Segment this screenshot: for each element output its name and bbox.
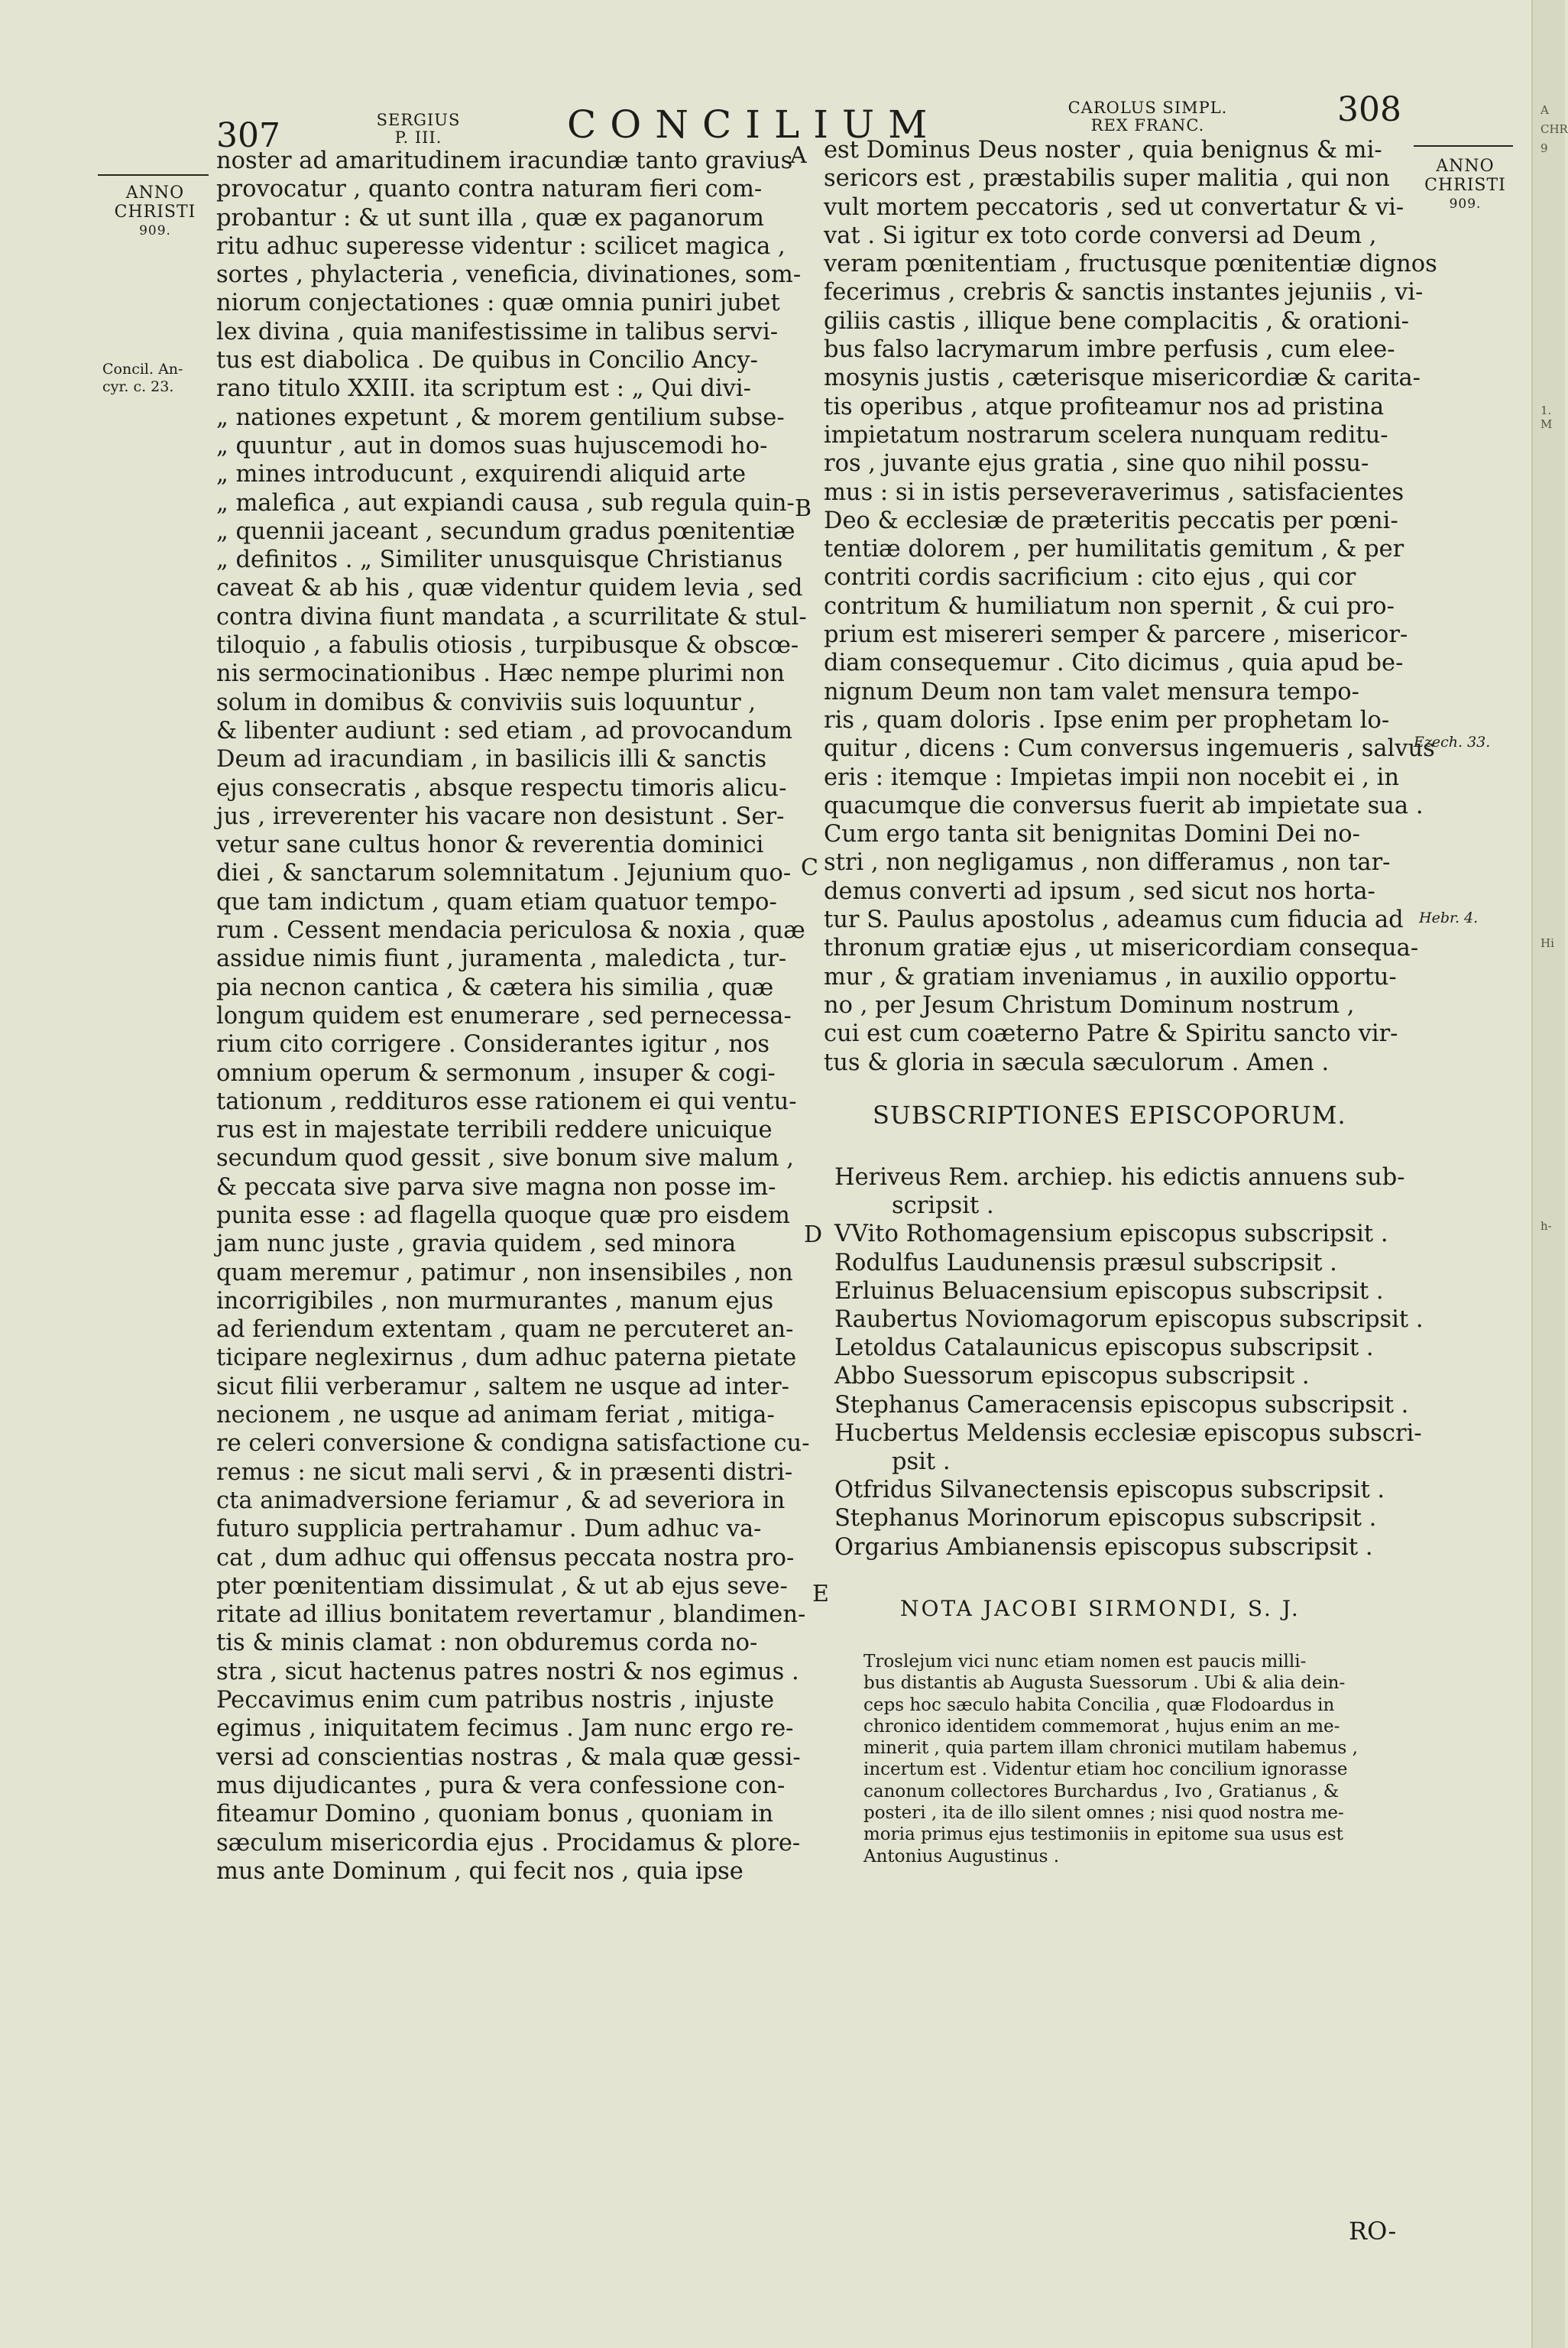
text-line: mus dijudicantes , pura & vera confessione con- bbox=[216, 1772, 786, 1799]
text-line: futuro supplicia pertrahamur . Dum adhuc va- bbox=[216, 1516, 762, 1543]
text-line: bus falso lacrymarum imbre perfusis , cum elee- bbox=[824, 336, 1395, 364]
text-line: longum quidem est enumerare , sed pernecessa- bbox=[216, 1002, 792, 1030]
margin-ref-hebr: Hebr. 4. bbox=[1419, 910, 1479, 926]
text-line: incertum est . Videntur etiam hoc concilium ignorasse bbox=[863, 1759, 1348, 1780]
text-line: ros , juvante ejus gratia , sine quo nihil possu- bbox=[824, 450, 1369, 478]
text-line: vult mortem peccatoris , sed ut convertatur & vi- bbox=[824, 193, 1404, 221]
anno-line: ANNO bbox=[125, 183, 185, 203]
adjacent-page-edge bbox=[1531, 0, 1568, 2348]
section-letter-e: E bbox=[812, 1581, 829, 1607]
text-line: tus est diabolica . De quibus in Concilio Ancy- bbox=[216, 347, 758, 375]
text-line: contra divina fiunt mandata , a scurrilitate & stul- bbox=[216, 603, 807, 631]
text-line: mus : si in istis perseveraverimus , satisfacientes bbox=[824, 478, 1404, 506]
text-line: est Dominus Deus noster , quia benignus & mi- bbox=[824, 137, 1382, 164]
text-line: noster ad amaritudinem iracundiæ tanto gravius bbox=[216, 148, 793, 174]
text-line: posteri , ita de illo silent omnes ; nisi quod nostra me- bbox=[863, 1803, 1344, 1824]
text-line: vetur sane cultus honor & reverentia dominici bbox=[216, 832, 764, 859]
running-head-line: SERGIUS bbox=[376, 111, 461, 129]
subscriptions-heading: SUBSCRIPTIONES EPISCOPORUM. bbox=[873, 1101, 1346, 1130]
text-line: ritate ad illius bonitatem revertamur , blandimen- bbox=[216, 1601, 806, 1629]
text-line: stri , non negligamus , non differamus , non tar- bbox=[824, 849, 1391, 877]
text-line: psit . bbox=[892, 1448, 951, 1476]
anno-line: ANNO bbox=[1436, 157, 1495, 176]
left-column-text bbox=[216, 147, 811, 1886]
text-line: rus est in majestate terribili reddere unicuique bbox=[216, 1117, 773, 1144]
text-line: ad feriendum extentam , quam ne percuteret an- bbox=[216, 1316, 794, 1344]
text-line: vat . Si igitur ex toto corde conversi ad Deum , bbox=[824, 222, 1377, 249]
text-line: Heriveus Rem. archiep. his edictis annuens sub- bbox=[834, 1164, 1405, 1191]
text-line: que tam indictum , quam etiam quatuor tempo- bbox=[216, 888, 777, 916]
text-line: jam nunc juste , gravia quidem , sed minora bbox=[216, 1231, 737, 1258]
text-line: re celeri conversione & condigna satisfactione cu- bbox=[216, 1430, 810, 1458]
text-line: & libenter audiunt : sed etiam , ad provocandum bbox=[216, 717, 793, 744]
text-line: Cum ergo tanta sit benignitas Domini Dei no- bbox=[824, 821, 1360, 848]
text-line: cat , dum adhuc qui offensus peccata nostra pro- bbox=[216, 1544, 795, 1571]
edge-fragment: 9 bbox=[1540, 141, 1548, 155]
edge-fragment: Hi bbox=[1540, 936, 1554, 950]
text-line: no , per Jesum Christum Dominum nostrum , bbox=[824, 991, 1355, 1019]
text-line: quacumque die conversus fuerit ab impietate sua . bbox=[824, 792, 1424, 819]
text-line: Troslejum vici nunc etiam nomen est paucis milli- bbox=[863, 1652, 1307, 1672]
text-line: impietatum nostrarum scelera nunquam reditu- bbox=[824, 421, 1388, 449]
text-line: VVito Rothomagensium episcopus subscripsit . bbox=[834, 1221, 1388, 1248]
text-line: giliis castis , illique bene complacitis , & orationi- bbox=[824, 307, 1409, 335]
text-line: fecerimus , crebris & sanctis instantes jejuniis , vi- bbox=[824, 279, 1424, 306]
edge-fragment: 1. M bbox=[1540, 404, 1553, 431]
catchword: RO- bbox=[1349, 2217, 1397, 2246]
text-line: Orgarius Ambianensis episcopus subscripsit . bbox=[834, 1533, 1373, 1561]
text-line: ritu adhuc superesse videntur : scilicet magica , bbox=[216, 232, 786, 260]
text-line: versi ad conscientias nostras , & mala quæ gessi- bbox=[216, 1743, 801, 1771]
text-line: Erluinus Beluacensium episcopus subscripsit . bbox=[834, 1277, 1384, 1305]
text-line: mosynis justis , cæterisque misericordiæ & carita- bbox=[824, 365, 1421, 392]
margin-ref-ancyra bbox=[102, 361, 183, 396]
anno-year: 909. bbox=[1449, 196, 1482, 212]
text-line: cui est cum coæterno Patre & Spiritu sancto vir- bbox=[824, 1020, 1398, 1048]
text-line: thronum gratiæ ejus , ut misericordiam consequa- bbox=[824, 935, 1419, 962]
text-line: diei , & sanctarum solemnitatum . Jejunium quo- bbox=[216, 860, 792, 887]
text-line: tentiæ dolorem , per humilitatis gemitum , & per bbox=[824, 536, 1404, 563]
text-line: caveat & ab his , quæ videntur quidem levia , sed bbox=[216, 575, 803, 602]
nota-heading: NOTA JACOBI SIRMONDI, S. J. bbox=[900, 1596, 1301, 1621]
text-line: secundum quod gessit , sive bonum sive malum , bbox=[216, 1145, 794, 1172]
text-line: contritum & humiliatum non spernit , & cui pro- bbox=[824, 592, 1395, 620]
text-line: tationum , reddituros esse rationem ei qui ventu- bbox=[216, 1088, 797, 1115]
text-line: canonum collectores Burchardus , Ivo , Gratianus , & bbox=[863, 1781, 1340, 1802]
text-line: scripsit . bbox=[892, 1192, 994, 1220]
text-line: sicut filii verberamur , saltem ne usque ad inter- bbox=[216, 1373, 789, 1400]
text-line: tus & gloria in sæcula sæculorum . Amen . bbox=[824, 1049, 1330, 1076]
text-line: tiloquio , a fabulis otiosis , turpibusque & obscœ- bbox=[216, 632, 799, 660]
text-line: pter pœnitentiam dissimulat , & ut ab ejus seve- bbox=[216, 1572, 788, 1600]
text-line: bus distantis ab Augusta Suessorum . Ubi & alia dein- bbox=[863, 1673, 1346, 1694]
left-page-number: 307 bbox=[216, 116, 280, 155]
right-column-text bbox=[824, 136, 1437, 1077]
text-line: ticipare neglexirnus , dum adhuc paterna pietate bbox=[216, 1344, 797, 1372]
text-line: Otfridus Silvanectensis episcopus subscripsit . bbox=[834, 1477, 1385, 1504]
text-line: rum . Cessent mendacia periculosa & noxia , quæ bbox=[216, 917, 805, 945]
text-line: eris : itemque : Impietas impii non nocebit ei , in bbox=[824, 764, 1400, 791]
ref-line: Concil. An- bbox=[102, 361, 183, 378]
running-head-line: CAROLUS SIMPL. bbox=[1067, 99, 1228, 117]
text-line: ejus consecratis , absque respectu timoris alicu- bbox=[216, 774, 787, 802]
margin-anno-right bbox=[1417, 157, 1513, 214]
text-line: fiteamur Domino , quoniam bonus , quoniam in bbox=[216, 1801, 774, 1828]
text-line: „ quuntur , aut in domos suas hujuscemodi ho- bbox=[216, 432, 768, 459]
section-letter-c: C bbox=[801, 855, 818, 881]
text-line: tis & minis clamat : non obduremus corda no- bbox=[216, 1630, 758, 1657]
text-line: veram pœnitentiam , fructusque pœnitentiæ dignos bbox=[824, 251, 1437, 278]
text-line: nignum Deum non tam valet mensura tempo- bbox=[824, 678, 1359, 705]
text-line: nis sermocinationibus . Hæc nempe plurimi non bbox=[216, 660, 785, 688]
text-line: egimus , iniquitatem fecimus . Jam nunc ergo re- bbox=[216, 1715, 794, 1743]
running-head-line: P. III. bbox=[394, 128, 442, 147]
text-line: ris , quam doloris . Ipse enim per prophetam lo- bbox=[824, 706, 1390, 734]
text-line: probantur : & ut sunt illa , quæ ex paganorum bbox=[216, 204, 764, 232]
right-running-head bbox=[1048, 99, 1247, 135]
text-line: & peccata sive parva sive magna non posse im- bbox=[216, 1173, 776, 1201]
section-letter-d: D bbox=[804, 1221, 823, 1248]
text-line: sericors est , præstabilis super malitia , qui non bbox=[824, 165, 1390, 193]
edge-fragment: h- bbox=[1540, 1219, 1552, 1233]
text-line: Stephanus Morinorum episcopus subscripsit . bbox=[834, 1505, 1377, 1532]
text-line: omnium operum & sermonum , insuper & cogi- bbox=[216, 1059, 776, 1087]
subscriptions-list bbox=[834, 1163, 1424, 1562]
text-line: lex divina , quia manifestissime in talibus servi- bbox=[216, 318, 779, 345]
text-line: Letoldus Catalaunicus episcopus subscripsit . bbox=[834, 1335, 1374, 1362]
text-line: incorrigibiles , non murmurantes , manum ejus bbox=[216, 1287, 774, 1315]
text-line: Peccavimus enim cum patribus nostris , injuste bbox=[216, 1687, 775, 1714]
text-line: tur S. Paulus apostolus , adeamus cum fiducia ad bbox=[824, 906, 1404, 934]
text-line: pia necnon cantica , & cætera his similia , quæ bbox=[216, 974, 774, 1001]
ref-line: cyr. c. 23. bbox=[102, 378, 174, 395]
margin-ref-ezech: Ezech. 33. bbox=[1414, 734, 1491, 751]
text-line: necionem , ne usque ad animam feriat , mitiga- bbox=[216, 1402, 775, 1429]
text-line: minerit , quia partem illam chronici mutilam habemus , bbox=[863, 1738, 1358, 1759]
text-line: mur , & gratiam inveniamus , in auxilio opportu- bbox=[824, 963, 1397, 991]
section-letter-a: A bbox=[790, 142, 807, 169]
text-line: jus , irreverenter his vacare non desistunt . Ser- bbox=[216, 803, 785, 830]
text-line: provocatur , quanto contra naturam fieri com- bbox=[216, 176, 763, 203]
left-running-head bbox=[371, 112, 466, 147]
text-line: Rodulfus Laudunensis præsul subscripsit . bbox=[834, 1249, 1337, 1276]
text-line: assidue nimis fiunt , juramenta , maledicta , tur- bbox=[216, 945, 787, 973]
text-line: Stephanus Cameracensis episcopus subscripsit . bbox=[834, 1391, 1409, 1419]
text-line: sortes , phylacteria , veneficia, divinationes, som- bbox=[216, 261, 802, 289]
text-line: mus ante Dominum , qui fecit nos , quia ipse bbox=[216, 1857, 744, 1885]
text-line: rano titulo XXIII. ita scriptum est : „ Qui divi- bbox=[216, 375, 751, 403]
text-line: quitur , dicens : Cum conversus ingemueris , salvus bbox=[824, 735, 1435, 763]
text-line: sæculum misericordia ejus . Procidamus & plore- bbox=[216, 1829, 801, 1857]
text-line: niorum conjectationes : quæ omnia puniri jubet bbox=[216, 290, 780, 317]
anno-year: 909. bbox=[139, 223, 171, 238]
text-line: stra , sicut hactenus patres nostri & nos egimus . bbox=[216, 1658, 799, 1685]
nota-text bbox=[863, 1651, 1412, 1867]
text-line: Antonius Augustinus . bbox=[863, 1846, 1060, 1866]
text-line: Raubertus Noviomagorum episcopus subscripsit . bbox=[834, 1306, 1424, 1334]
text-line: punita esse : ad flagella quoque quæ pro eisdem bbox=[216, 1202, 790, 1229]
text-line: contriti cordis sacrificium : cito ejus , qui cor bbox=[824, 564, 1356, 592]
text-line: prium est misereri semper & parcere , misericor- bbox=[824, 621, 1408, 649]
text-line: demus converti ad ipsum , sed sicut nos horta- bbox=[824, 877, 1375, 905]
text-line: remus : ne sicut mali servi , & in præsenti distri- bbox=[216, 1458, 793, 1486]
text-line: Deum ad iracundiam , in basilicis illi & sanctis bbox=[216, 746, 767, 773]
text-line: diam consequemur . Cito dicimus , quia apud be- bbox=[824, 650, 1404, 677]
text-line: quam meremur , patimur , non insensibiles , non bbox=[216, 1259, 793, 1286]
text-line: chronico identidem commemorat , hujus enim an me- bbox=[863, 1716, 1340, 1737]
section-letter-b: B bbox=[795, 495, 812, 522]
right-page-number: 308 bbox=[1337, 90, 1401, 129]
text-line: „ quennii jaceant , secundum gradus pœnitentiæ bbox=[216, 517, 795, 545]
margin-rule-right bbox=[1414, 145, 1513, 147]
text-line: rium cito corrigere . Considerantes igitur , nos bbox=[216, 1031, 770, 1059]
edge-fragment: CHR bbox=[1540, 122, 1568, 136]
text-line: „ mines introducunt , exquirendi aliquid arte bbox=[216, 461, 747, 488]
page-title: CONCILIUM bbox=[567, 102, 941, 147]
text-line: ceps hoc sæculo habita Concilia , quæ Flodoardus in bbox=[863, 1695, 1335, 1715]
edge-fragment: A bbox=[1540, 103, 1549, 117]
text-line: „ definitos . „ Similiter unusquisque Christianus bbox=[216, 546, 783, 574]
margin-anno-left bbox=[98, 183, 212, 241]
margin-rule-left bbox=[98, 174, 209, 176]
text-line: Abbo Suessorum episcopus subscripsit . bbox=[834, 1363, 1310, 1390]
running-head-line: REX FRANC. bbox=[1090, 116, 1205, 135]
anno-line: CHRISTI bbox=[1424, 176, 1506, 195]
text-line: „ malefica , aut expiandi causa , sub regula quin- bbox=[216, 489, 795, 517]
text-line: cta animadversione feriamur , & ad severiora in bbox=[216, 1487, 786, 1514]
text-line: tis operibus , atque profiteamur nos ad pristina bbox=[824, 393, 1385, 420]
text-line: „ nationes expetunt , & morem gentilium subse- bbox=[216, 404, 785, 431]
text-line: Hucbertus Meldensis ecclesiæ episcopus subscri- bbox=[834, 1419, 1422, 1447]
text-line: moria primus ejus testimoniis in epitome sua usus est bbox=[863, 1824, 1343, 1845]
text-line: solum in domibus & conviviis suis loquuntur , bbox=[216, 689, 756, 716]
anno-line: CHRISTI bbox=[114, 203, 196, 222]
text-line: Deo & ecclesiæ de præteritis peccatis per pœni- bbox=[824, 507, 1398, 534]
